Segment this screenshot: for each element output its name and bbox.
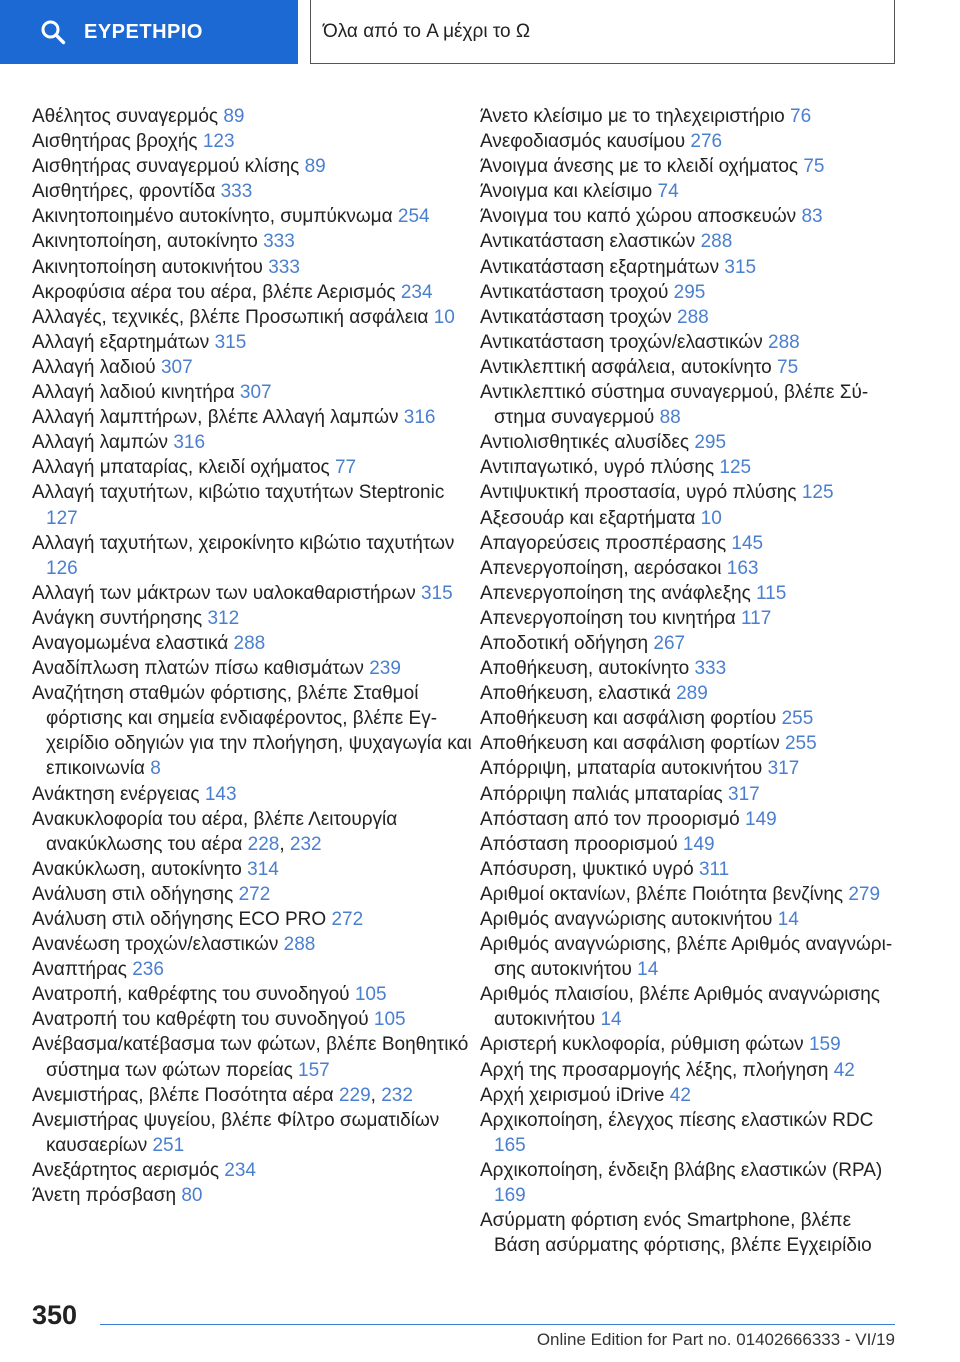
page-reference-link[interactable]: 307: [239, 382, 272, 404]
index-entry-text: Απενεργοποίηση του κινητήρα: [480, 607, 736, 629]
index-entry-text: Αλλαγές, τεχνικές, βλέπε Προσωπική ασφάλεια: [32, 306, 429, 328]
index-column-right: [480, 104, 900, 1258]
index-entry: [480, 255, 900, 280]
page-reference-link[interactable]: 254: [397, 206, 430, 228]
index-entry: [480, 706, 900, 731]
index-entry: [480, 129, 900, 154]
index-column-left: [32, 104, 477, 1208]
index-entry-text: Ανακύκλωση, αυτοκίνητο: [32, 858, 242, 880]
page-reference-link[interactable]: 42: [833, 1059, 855, 1081]
page-reference-link[interactable]: 105: [373, 1009, 406, 1031]
index-entry-text: Αναγομωμένα ελαστικά: [32, 632, 229, 654]
header: [0, 0, 960, 64]
page-reference-link[interactable]: 14: [777, 909, 799, 930]
page-reference-link[interactable]: 125: [801, 482, 834, 504]
page-reference-link[interactable]: 75: [777, 356, 799, 378]
index-entry-text: Αντιπαγωτικό, υγρό πλύσης: [480, 457, 715, 479]
index-entry-text: Αρχικοποίηση, έλεγχος πίεσης ελαστικών RDC: [480, 1109, 874, 1131]
index-entry: [32, 656, 477, 681]
index-entry-text: Αλλαγή ταχυτήτων, κιβώτιο ταχυτήτων Steptronic: [32, 482, 445, 504]
index-entry-text: Άνετο κλείσιμο με το τηλεχειριστήριο: [480, 106, 785, 127]
page-reference-link[interactable]: 105: [354, 984, 387, 1006]
index-entry: [480, 179, 900, 204]
index-entry-text: Αποθήκευση και ασφάλιση φορτίων: [480, 733, 780, 755]
page-reference-link[interactable]: 75: [803, 156, 825, 178]
index-entry-text: Άνοιγμα του καπό χώρου αποσκευών: [480, 206, 797, 228]
index-entry: [32, 982, 477, 1007]
index-entry: [480, 430, 900, 455]
index-entry: [480, 280, 900, 305]
index-entry: [480, 907, 900, 932]
page-reference-link[interactable]: 88: [659, 407, 681, 429]
page-reference-link[interactable]: 289: [676, 683, 708, 705]
index-entry-text: Αντικλεπτικό σύστημα συναγερμού, βλέπε Σύστημα συναγερμού: [480, 382, 869, 429]
page-reference-link[interactable]: 288: [700, 231, 733, 253]
index-entry: [32, 204, 477, 229]
index-entry-text: Απαγορεύσεις προσπέρασης: [480, 532, 727, 554]
page-number: 350: [32, 1300, 78, 1330]
page-reference-link[interactable]: 317: [767, 758, 800, 780]
page-reference-link[interactable]: 236: [132, 959, 164, 981]
page-reference-link[interactable]: 288: [283, 934, 316, 956]
index-entry: [32, 606, 477, 631]
index-entry: [480, 480, 900, 505]
index-entry: [32, 907, 477, 932]
index-entry: [32, 782, 477, 807]
page-reference-link[interactable]: 232: [289, 833, 322, 855]
index-entry: [480, 330, 900, 355]
page-reference-link[interactable]: 89: [223, 106, 245, 127]
index-entry-text: Ανεμιστήρας, βλέπε Ποσότητα αέρα: [32, 1084, 334, 1106]
index-entry: [480, 556, 900, 581]
index-entry-text: Αποθήκευση, ελαστικά: [480, 683, 671, 705]
index-entry-text: Ανεμιστήρας ψυγείου, βλέπε Φίλτρο σωματιδίων καυσαερίων: [32, 1109, 440, 1156]
page-reference-link[interactable]: 315: [214, 331, 247, 353]
page-reference-link[interactable]: 77: [334, 457, 357, 479]
index-entry: [32, 380, 477, 405]
index-entry-text: Ακινητοποίηση αυτοκινήτου: [32, 256, 263, 278]
index-entry-text: Αρχικοποίηση, ένδειξη βλάβης ελαστικών (RPA): [480, 1159, 883, 1181]
index-entry-text: Αρχή χειρισμού iDrive: [480, 1084, 665, 1106]
page-reference-link[interactable]: 295: [673, 281, 706, 303]
page-reference-link[interactable]: 127: [46, 507, 78, 529]
page-reference-link[interactable]: 272: [331, 909, 364, 930]
page-reference-link[interactable]: 42: [669, 1084, 691, 1106]
page-reference-link[interactable]: 312: [207, 607, 240, 629]
index-entry: [480, 355, 900, 380]
search-icon: [40, 19, 66, 45]
index-entry: [480, 731, 900, 756]
index-entry: [480, 857, 900, 882]
page-reference-link[interactable]: 307: [160, 356, 193, 378]
index-entry-text: Ανεξάρτητος αερισμός: [32, 1159, 220, 1181]
index-entry-text: Αποθήκευση και ασφάλιση φορτίου: [480, 708, 777, 730]
index-entry: [480, 1158, 900, 1208]
page-reference-link[interactable]: 314: [247, 858, 279, 880]
page-reference-link[interactable]: 239: [369, 658, 401, 680]
index-entry: [480, 932, 900, 982]
index-entry: [480, 1083, 900, 1108]
index-entry-text: Ακροφύσια αέρα του αέρα, βλέπε Αερισμός: [32, 281, 396, 303]
index-entry-text: Αλλαγή εξαρτημάτων: [32, 331, 210, 353]
index-entry-text: Ανακυκλοφορία του αέρα, βλέπε Λειτουργία ανακύκλωσης του αέρα: [32, 808, 398, 855]
page-reference-link[interactable]: 333: [220, 181, 253, 203]
page-reference-link[interactable]: 272: [238, 883, 271, 905]
page-reference-link[interactable]: 83: [801, 206, 823, 228]
index-entry-text: Αρχή της προσαρμογής λέξης, πλοήγηση: [480, 1059, 829, 1081]
index-entry-text: Αντιψυκτική προστασία, υγρό πλύσης: [480, 482, 797, 504]
page-reference-link[interactable]: 295: [694, 432, 727, 454]
page-reference-link[interactable]: 288: [233, 632, 266, 654]
index-entry: [480, 506, 900, 531]
page-reference-link[interactable]: 165: [494, 1134, 526, 1156]
page-reference-link[interactable]: 311: [698, 858, 730, 880]
index-entry: [480, 305, 900, 330]
index-entry-text: Απόρριψη παλιάς μπαταρίας: [480, 783, 723, 805]
index-entry: [32, 480, 477, 530]
index-entry: [32, 330, 477, 355]
page-reference-link[interactable]: 229: [338, 1084, 371, 1106]
index-entry-text: Αλλαγή μπαταρίας, κλειδί οχήματος: [32, 457, 330, 479]
index-entry: [32, 430, 477, 455]
index-entry: [480, 581, 900, 606]
index-entry: [32, 255, 477, 280]
index-entry: [480, 606, 900, 631]
page-reference-link[interactable]: 315: [420, 582, 453, 604]
index-entry-text: Άνοιγμα άνεσης με το κλειδί οχήματος: [480, 156, 799, 178]
index-entry: [32, 129, 477, 154]
page-reference-link[interactable]: 126: [46, 557, 78, 579]
page-reference-link[interactable]: 288: [677, 306, 709, 328]
index-entry-text: Αντικατάσταση ελαστικών: [480, 231, 696, 253]
index-entry: [32, 455, 477, 480]
index-entry: [32, 932, 477, 957]
index-entry: [32, 882, 477, 907]
page-reference-link[interactable]: 89: [304, 156, 326, 178]
index-entry: [32, 104, 477, 129]
page-reference-link[interactable]: 14: [637, 959, 659, 981]
index-entry-text: Απενεργοποίηση της ανάφλεξης: [480, 582, 751, 604]
page-reference-link[interactable]: 149: [745, 808, 777, 830]
page-reference-link[interactable]: 76: [790, 106, 812, 127]
page-reference-link[interactable]: 157: [298, 1059, 330, 1081]
index-entry: [480, 1032, 900, 1057]
index-entry-text: Αντικλεπτική ασφάλεια, αυτοκίνητο: [480, 356, 772, 378]
index-entry: [32, 1183, 477, 1208]
index-entry: [480, 681, 900, 706]
index-entry-text: Αλλαγή λαμπτήρων, βλέπε Αλλαγή λαμπών: [32, 407, 399, 429]
index-entry: [480, 1208, 900, 1258]
index-entry: [480, 631, 900, 656]
page-reference-link[interactable]: 143: [204, 783, 237, 805]
page-reference-link[interactable]: 80: [181, 1185, 203, 1207]
index-entry-text: Αισθητήρας συναγερμού κλίσης: [32, 156, 300, 178]
index-entry: [32, 179, 477, 204]
edition-footer: Online Edition for Part no. 01402666333 - VI/19: [536, 1330, 895, 1349]
page-reference-link[interactable]: 10: [433, 306, 455, 328]
index-entry-text: Ανάλυση στιλ οδήγησης: [32, 883, 234, 905]
page-reference-link[interactable]: 145: [731, 532, 764, 554]
page-reference-link[interactable]: 14: [600, 1009, 622, 1031]
index-entry: [480, 154, 900, 179]
index-entry-text: Αλλαγή των μάκτρων των υαλοκαθαριστήρων: [32, 582, 416, 604]
index-entry-text: Άνοιγμα και κλείσιμο: [480, 181, 653, 203]
index-entry-text: Αθέλητος συναγερμός: [32, 106, 219, 127]
index-entry-text: Αξεσουάρ και εξαρτήματα: [480, 507, 696, 529]
index-entry-text: Αλλαγή λαδιού κινητήρα: [32, 382, 235, 404]
index-entry-text: Ασύρματη φόρτιση ενός Smartphone, βλέπε Βάση ασύρματης φόρτισης, βλέπε Εγχειρίδιο: [480, 1210, 872, 1257]
page-reference-link[interactable]: 251: [152, 1134, 185, 1156]
index-entry: [480, 229, 900, 254]
index-entry: [480, 104, 900, 129]
page-reference-link[interactable]: 267: [653, 632, 686, 654]
index-entry-text: Αντικατάσταση τροχών/ελαστικών: [480, 331, 763, 353]
index-entry-text: Απενεργοποίηση, αερόσακοι: [480, 557, 722, 579]
page-reference-link[interactable]: 117: [741, 607, 772, 629]
index-entry: [480, 1058, 900, 1083]
index-entry-text: Αντιολισθητικές αλυσίδες: [480, 432, 690, 454]
index-entry: [32, 857, 477, 882]
index-entry-text: Ανανέωση τροχών/ελαστικών: [32, 934, 279, 956]
index-entry: [32, 280, 477, 305]
index-entry-text: Αντικατάσταση τροχών: [480, 306, 672, 328]
page-reference-link[interactable]: 234: [400, 281, 433, 303]
index-entry: [32, 1158, 477, 1183]
page-reference-link[interactable]: 74: [657, 181, 679, 203]
page-reference-link[interactable]: 276: [690, 131, 723, 153]
index-entry: Ανεμιστήρας, βλέπε Ποσότητα αέρα 229, 232: [32, 1084, 413, 1106]
page-reference-link[interactable]: 10: [700, 507, 722, 529]
index-entry-text: Απόσταση προορισμού: [480, 833, 678, 855]
index-entry: [32, 305, 477, 330]
index-entry-text: Αλλαγή λαμπών: [32, 432, 169, 454]
index-entry-text: Άνετη πρόσβαση: [32, 1185, 177, 1207]
index-entry-text: Απόσταση από τον προορισμό: [480, 808, 740, 830]
page-reference-link[interactable]: 288: [768, 331, 800, 353]
index-search-label: ΕΥΡΕΤΗΡΙΟ: [84, 20, 203, 43]
index-entry: [32, 957, 477, 982]
page-reference-link[interactable]: 279: [848, 883, 881, 905]
page-reference-link[interactable]: 232: [381, 1084, 413, 1106]
index-entry: Ανακυκλοφορία του αέρα, βλέπε Λειτουργία ανακύκλωσης του αέρα 228, 232: [32, 808, 398, 855]
index-entry: [32, 355, 477, 380]
index-entry-text: Αναπτήρας: [32, 959, 127, 981]
index-entry: [480, 982, 900, 1032]
index-entry-text: Ανεφοδιασμός καυσίμου: [480, 131, 686, 153]
index-entry: [32, 581, 477, 606]
page-reference-link[interactable]: 255: [781, 708, 814, 730]
index-entry-text: Αναζήτηση σταθμών φόρτισης, βλέπε Σταθμοί φόρτισης και σημεία ενδιαφέροντος, βλέπε Εγχειρίδιο οδηγιών για την πλοήγηση, ψυχαγωγία και επικοινωνία: [32, 683, 472, 780]
index-entry-text: Ακινητοποίηση, αυτοκίνητο: [32, 231, 258, 253]
index-entry: [32, 531, 477, 581]
page-reference-link[interactable]: 333: [694, 658, 727, 680]
page-reference-link[interactable]: 333: [268, 256, 300, 278]
page-reference-link[interactable]: 115: [756, 582, 787, 604]
index-entry: [32, 681, 477, 781]
page-reference-link[interactable]: 228: [247, 833, 280, 855]
index-entry: [480, 455, 900, 480]
index-entry-text: Αριθμός αναγνώρισης αυτοκινήτου: [480, 909, 773, 930]
page-reference-link[interactable]: 123: [202, 131, 235, 153]
index-entry-text: Ανατροπή, καθρέφτης του συνοδηγού: [32, 984, 350, 1006]
index-entry-text: Αριθμός πλαισίου, βλέπε Αριθμός αναγνώρισης αυτοκινήτου: [480, 984, 880, 1031]
page-reference-link[interactable]: 125: [719, 457, 752, 479]
index-entry-text: Απόσυρση, ψυκτικό υγρό: [480, 858, 694, 880]
index-entry-text: Αποδοτική οδήγηση: [480, 632, 649, 654]
index-entry-text: Ανάγκη συντήρησης: [32, 607, 203, 629]
index-entry: [32, 631, 477, 656]
index-entry-text: Απόρριψη, μπαταρία αυτοκινήτου: [480, 758, 763, 780]
index-entry-text: Αντικατάσταση τροχού: [480, 281, 669, 303]
page-reference-link[interactable]: 255: [784, 733, 817, 755]
index-entry-text: Αποθήκευση, αυτοκίνητο: [480, 658, 690, 680]
index-entry-text: Αλλαγή ταχυτήτων, χειροκίνητο κιβώτιο ταχυτήτων: [32, 532, 455, 554]
index-entry: [480, 782, 900, 807]
page-reference-link[interactable]: 316: [403, 407, 436, 429]
index-entry-text: Αισθητήρας βροχής: [32, 131, 198, 153]
index-entry-text: Ανατροπή του καθρέφτη του συνοδηγού: [32, 1009, 369, 1031]
page-reference-link[interactable]: 8: [150, 758, 161, 780]
index-entry-text: Αριστερή κυκλοφορία, ρύθμιση φώτων: [480, 1034, 804, 1056]
index-entry-text: Αριθμός αναγνώρισης, βλέπε Αριθμός αναγνώρισης αυτοκινήτου: [480, 934, 893, 981]
index-entry-text: Ανάλυση στιλ οδήγησης ECO PRO: [32, 909, 327, 930]
page-reference-link[interactable]: 333: [263, 231, 295, 253]
index-entry-text: Αντικατάσταση εξαρτημάτων: [480, 256, 720, 278]
index-entry: [480, 656, 900, 681]
page-reference-link[interactable]: 234: [224, 1159, 256, 1181]
page-reference-link[interactable]: 163: [726, 557, 759, 579]
index-entry: [32, 229, 477, 254]
page-reference-link[interactable]: 317: [728, 783, 760, 805]
index-entry-text: Ακινητοποιημένο αυτοκίνητο, συμπύκνωμα: [32, 206, 393, 228]
index-entry: [32, 1108, 477, 1158]
index-entry-text: Ανέβασμα/κατέβασμα των φώτων, βλέπε Βοηθητικό σύστημα των φώτων πορείας: [32, 1034, 469, 1081]
page-reference-link[interactable]: 159: [808, 1034, 841, 1056]
index-entry: [480, 1108, 900, 1158]
page-reference-link[interactable]: 315: [724, 256, 757, 278]
index-entry: [480, 756, 900, 781]
footer-divider: [100, 1324, 895, 1325]
page-reference-link[interactable]: 169: [494, 1185, 526, 1207]
section-title: Όλα από το A μέχρι το Ω: [310, 0, 895, 64]
index-entry: [480, 380, 900, 430]
index-entry: [32, 1007, 477, 1032]
page-reference-link[interactable]: 316: [173, 432, 206, 454]
index-entry: [480, 807, 900, 832]
index-entry-text: Ανάκτηση ενέργειας: [32, 783, 200, 805]
index-entry: [480, 531, 900, 556]
index-entry-text: Αριθμοί οκτανίων, βλέπε Ποιότητα βενζίνης: [480, 883, 844, 905]
page-reference-link[interactable]: 149: [682, 833, 715, 855]
index-entry: [32, 405, 477, 430]
index-entry: [32, 1032, 477, 1082]
index-entry: [480, 832, 900, 857]
index-search-tab[interactable]: [0, 0, 298, 64]
index-entry-text: Αναδίπλωση πλατών πίσω καθισμάτων: [32, 658, 364, 680]
index-entry: [480, 204, 900, 229]
index-entry-text: Αισθητήρες, φροντίδα: [32, 181, 216, 203]
index-entry: [480, 882, 900, 907]
index-entry: [32, 154, 477, 179]
index-entry-text: Αλλαγή λαδιού: [32, 356, 156, 378]
